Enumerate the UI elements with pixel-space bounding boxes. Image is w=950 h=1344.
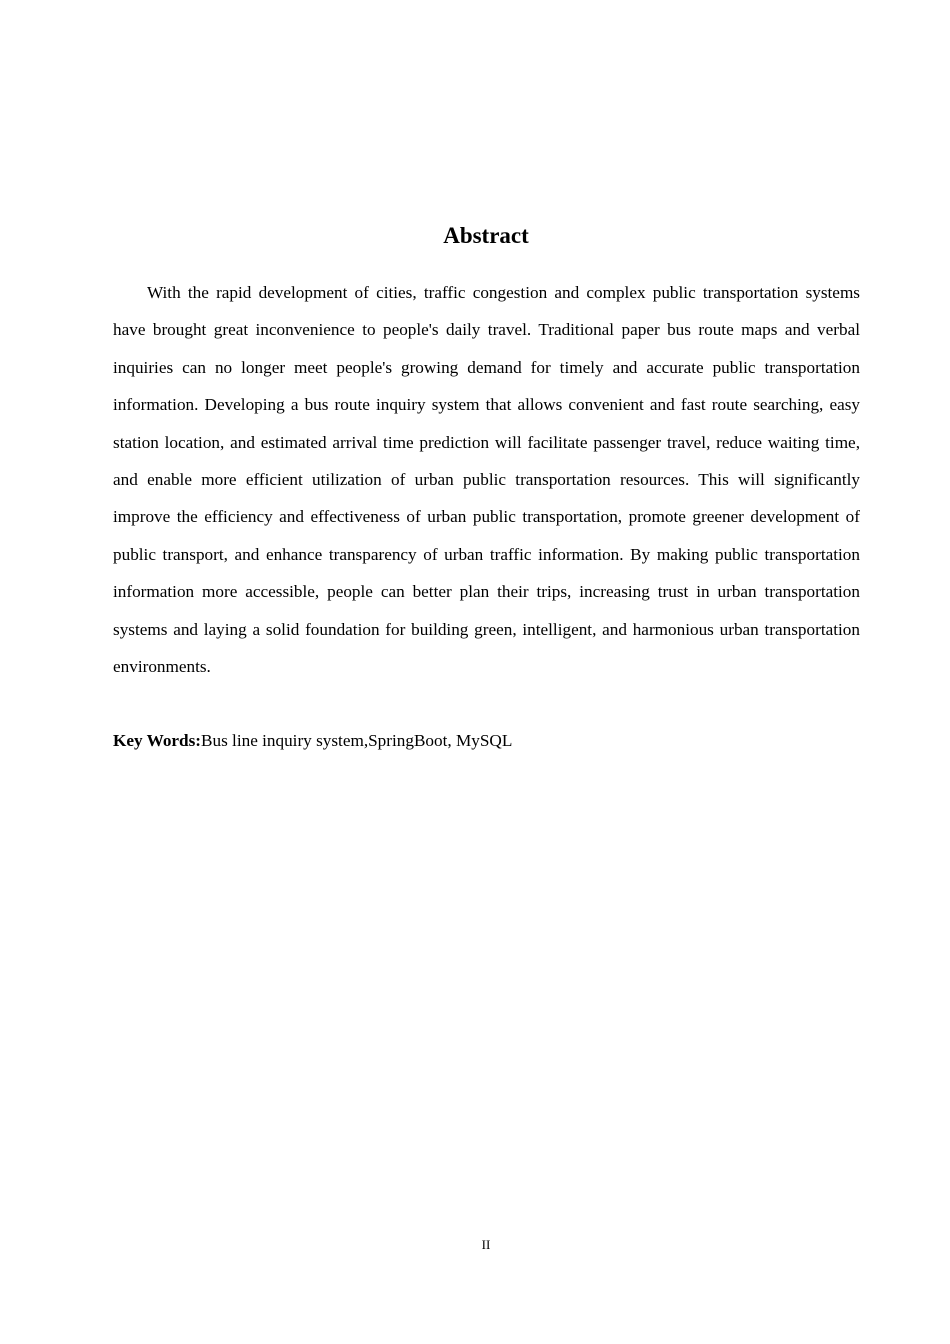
page-number: II: [481, 1237, 491, 1252]
abstract-title: Abstract: [443, 223, 529, 248]
abstract-body: With the rapid development of cities, traffic congestion and complex public transportation systems have brought great inconvenience to people's daily travel. Traditional paper bus route maps and verbal inquiries can no longer meet people's growing demand for timely and accurate public transportation information. Developing a bus route inquiry system that allows convenient and fast route searching, easy station location, and estimated arrival time prediction will facilitate passenger travel, reduce waiting time, and enable more efficient utilization of urban public transportation resources. This will significantly improve the efficiency and effectiveness of urban public transportation, promote greener development of public transport, and enhance transparency of urban traffic information. By making public transportation information more accessible, people can better plan their trips, increasing trust in urban transportation systems and laying a solid foundation for building green, intelligent, and harmonious urban transportation environments.: [113, 283, 860, 677]
keywords-label: Key Words:: [113, 731, 202, 750]
keywords-line: [113, 722, 860, 759]
keywords-text: Bus line inquiry system,SpringBoot, MySQL: [201, 731, 513, 750]
